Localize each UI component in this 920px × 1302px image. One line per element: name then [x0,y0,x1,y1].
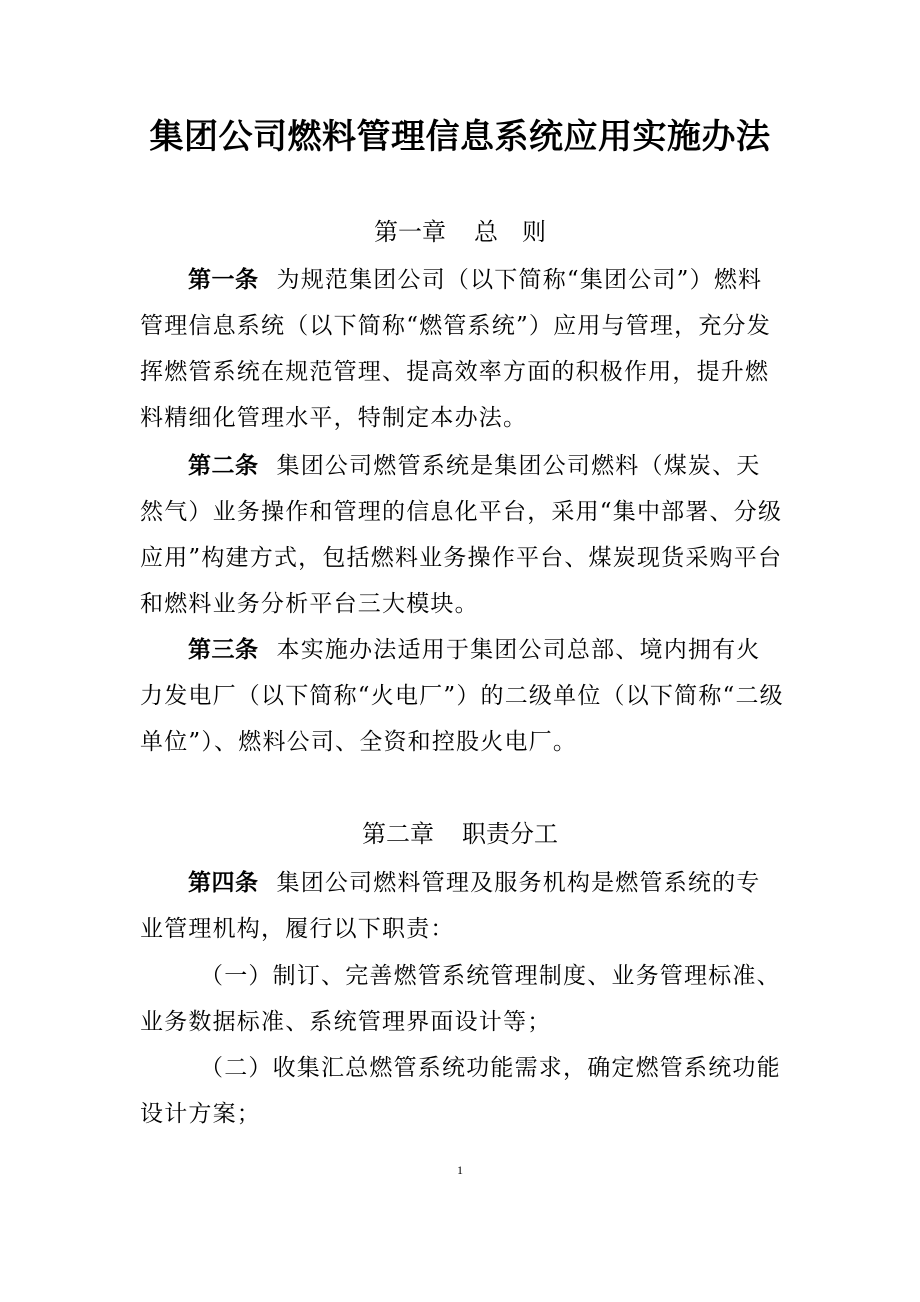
article-3-label: 第三条 [188,637,259,663]
article-2 [140,443,784,627]
article-4 [140,860,784,952]
chapter-1-number: 第一章 [374,218,446,246]
chapter-1-heading [0,215,920,249]
chapter-2-heading [0,817,920,851]
chapter-1-name: 总 则 [474,218,546,246]
article-1-label: 第一条 [188,267,259,293]
article-2-text: 集团公司燃管系统是集团公司燃料（煤炭、天然气）业务操作和管理的信息化平台，采用“集中部署、分级应用”构建方式，包括燃料业务操作平台、煤炭现货采购平台和燃料业务分析平台三大模块。 [140,453,783,617]
article-3-text: 本实施办法适用于集团公司总部、境内拥有火力发电厂（以下简称“火电厂”）的二级单位（以下简称“二级单位”）、燃料公司、全资和控股火电厂。 [140,637,784,755]
article-3 [140,627,784,765]
list-item-1: （一）制订、完善燃管系统管理制度、业务管理标准、业务数据标准、系统管理界面设计等； [140,963,781,1035]
article-4-text: 集团公司燃料管理及服务机构是燃管系统的专业管理机构，履行以下职责： [140,870,761,942]
document-title: 集团公司燃料管理信息系统应用实施办法 [149,117,771,157]
article-1 [140,257,784,441]
article-4-label: 第四条 [188,870,259,896]
list-item-2: （二）收集汇总燃管系统功能需求，确定燃管系统功能设计方案； [140,1055,781,1127]
article-1-text: 为规范集团公司（以下简称“集团公司”）燃料管理信息系统（以下简称“燃管系统”）应用与管理，充分发挥燃管系统在规范管理、提高效率方面的积极作用，提升燃料精细化管理水平，特制定本办法。 [140,267,771,431]
page-number: 1 [457,1163,463,1177]
chapter-2-number: 第二章 [362,820,434,848]
chapter-2-name: 职责分工 [462,820,558,848]
article-2-label: 第二条 [188,453,259,479]
